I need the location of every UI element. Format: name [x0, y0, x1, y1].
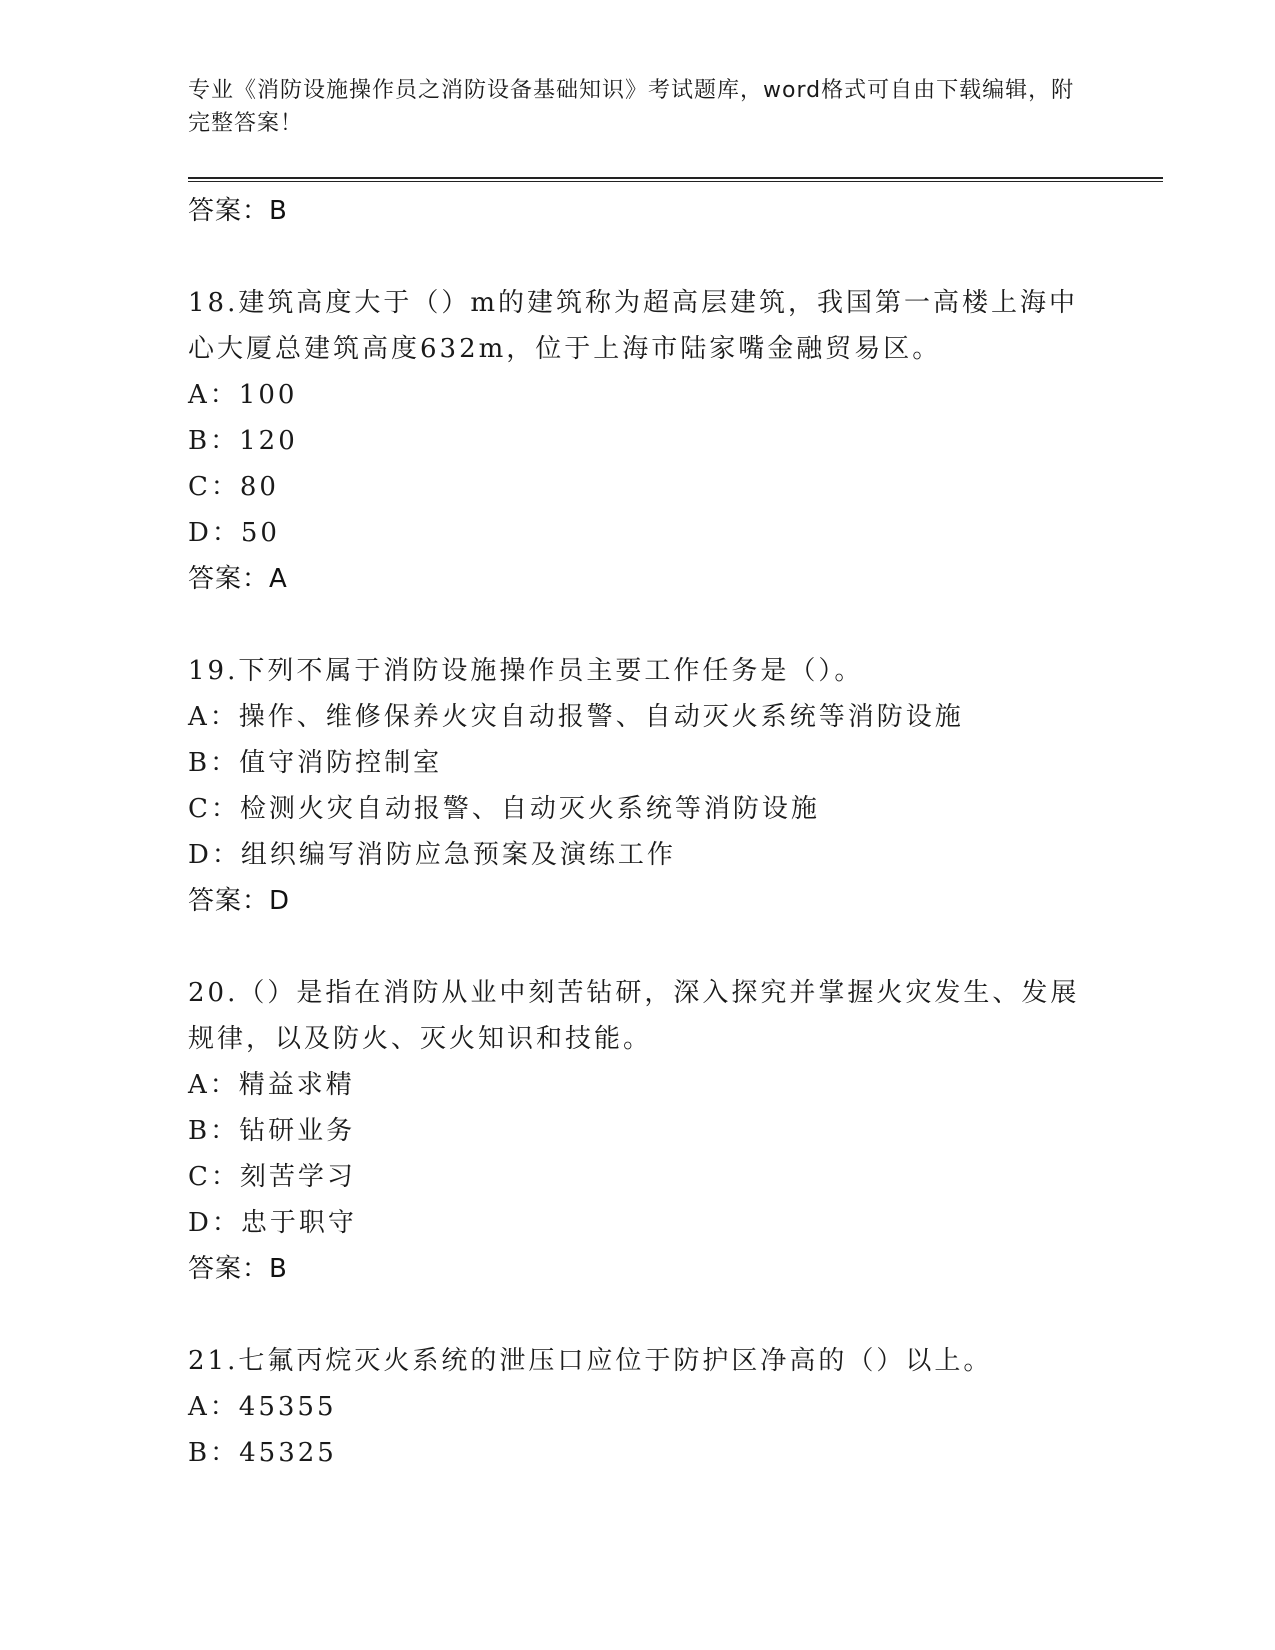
answer-label: 答案：D — [188, 886, 291, 916]
question-21 — [188, 1338, 1088, 1476]
question-text: 21.七氟丙烷灭火系统的泄压口应位于防护区净高的（）以上。 — [188, 1346, 993, 1376]
option-a: A：45355 — [188, 1392, 337, 1422]
option-a: A：操作、维修保养火灾自动报警、自动灭火系统等消防设施 — [188, 702, 964, 732]
option-a: A：100 — [188, 380, 298, 410]
answer-label: 答案：A — [188, 564, 288, 594]
answer-label: 答案：B — [188, 196, 288, 226]
question-20 — [188, 970, 1088, 1292]
option-b: B：钻研业务 — [188, 1116, 356, 1146]
option-b: B：45325 — [188, 1438, 337, 1468]
option-c: C：刻苦学习 — [188, 1162, 356, 1192]
option-d: D：50 — [188, 518, 280, 548]
option-a: A：精益求精 — [188, 1070, 355, 1100]
question-text: 20.（）是指在消防从业中刻苦钻研，深入探究并掌握火灾发生、发展规律，以及防火、灭火知识和技能。 — [188, 978, 1080, 1054]
option-c: C：80 — [188, 472, 279, 502]
header-divider — [188, 177, 1163, 182]
answer-label: 答案：B — [188, 1254, 288, 1284]
question-text: 18.建筑高度大于（）m的建筑称为超高层建筑，我国第一高楼上海中心大厦总建筑高度632m，位于上海市陆家嘴金融贸易区。 — [188, 288, 1079, 364]
question-text: 19.下列不属于消防设施操作员主要工作任务是（）。 — [188, 656, 864, 686]
document-header: 专业《消防设施操作员之消防设备基础知识》考试题库，word格式可自由下载编辑，附完整答案！ — [188, 78, 1075, 136]
option-b: B：120 — [188, 426, 298, 456]
option-d: D：忠于职守 — [188, 1208, 357, 1238]
question-18 — [188, 280, 1088, 602]
document-body — [188, 188, 1088, 1476]
option-c: C：检测火灾自动报警、自动灭火系统等消防设施 — [188, 794, 820, 824]
option-d: D：组织编写消防应急预案及演练工作 — [188, 840, 676, 870]
option-b: B：值守消防控制室 — [188, 748, 443, 778]
question-19 — [188, 648, 1088, 924]
